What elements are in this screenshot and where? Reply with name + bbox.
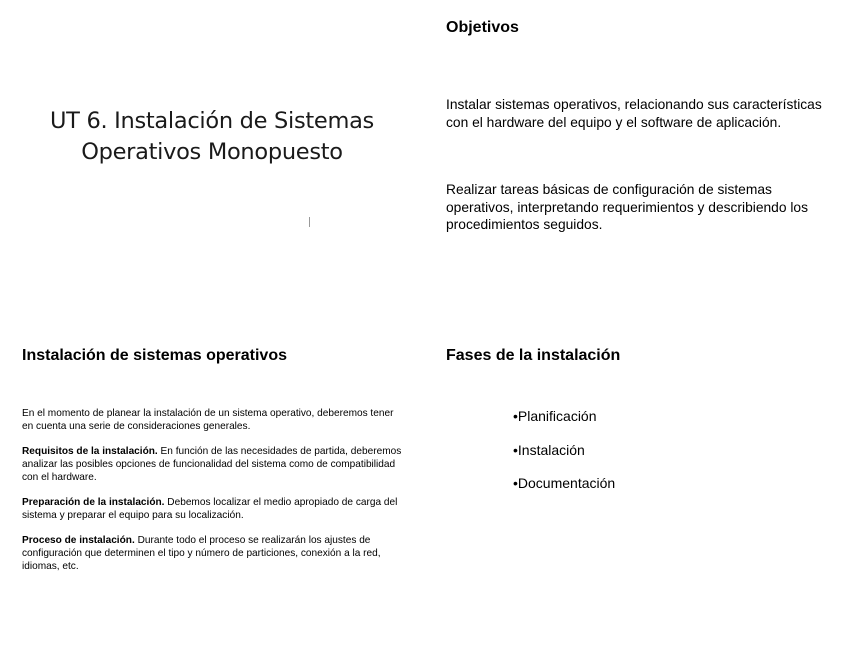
cursor-mark — [309, 217, 310, 227]
phase-bullet: •Instalación — [513, 442, 585, 458]
slide-title — [0, 0, 424, 328]
slide-heading: Instalación de sistemas operativos — [22, 347, 287, 364]
consideration-text: Debemos localizar el medio apropiado de carga del sistema y preparar el equipo para su localización. — [22, 497, 398, 521]
intro-paragraph: En el momento de planear la instalación de un sistema operativo, deberemos tener en cuenta una serie de consideraciones generales. — [22, 408, 394, 432]
consideration-term: Proceso de instalación. — [22, 535, 135, 546]
consideration-text: Durante todo el proceso se realizarán los ajustes de configuración que determinen el tipo y número de particiones, conexión a la red, idiomas, etc. — [22, 535, 381, 572]
consideration-term: Requisitos de la instalación. — [22, 446, 158, 457]
presentation-title — [30, 106, 394, 168]
slide-objetivos — [424, 0, 848, 328]
slide-heading: Fases de la instalación — [446, 347, 621, 364]
title-line-2: Operativos Monopuesto — [81, 139, 343, 165]
phase-bullet: •Planificación — [513, 408, 597, 424]
slide-fases — [424, 328, 848, 655]
consideration-item — [22, 496, 407, 522]
title-line-1: UT 6. Instalación de Sistemas — [50, 108, 374, 134]
phase-bullet: •Documentación — [513, 475, 616, 491]
slide-heading: Objetivos — [446, 19, 519, 36]
consideration-item — [22, 534, 407, 573]
slide-instalacion — [0, 328, 424, 655]
consideration-item — [22, 445, 407, 484]
consideration-term: Preparación de la instalación. — [22, 497, 165, 508]
objective-paragraph: Instalar sistemas operativos, relacionando sus características con el hardware del equipo y el software de aplicación. — [446, 97, 822, 130]
consideration-text: En función de las necesidades de partida, deberemos analizar las posibles opciones de funcionalidad del sistema como de compatibilidad con el hardware. — [22, 446, 402, 483]
objective-paragraph: Realizar tareas básicas de configuración de sistemas operativos, interpretando requerimientos y describiendo los procedimientos seguidos. — [446, 182, 808, 232]
